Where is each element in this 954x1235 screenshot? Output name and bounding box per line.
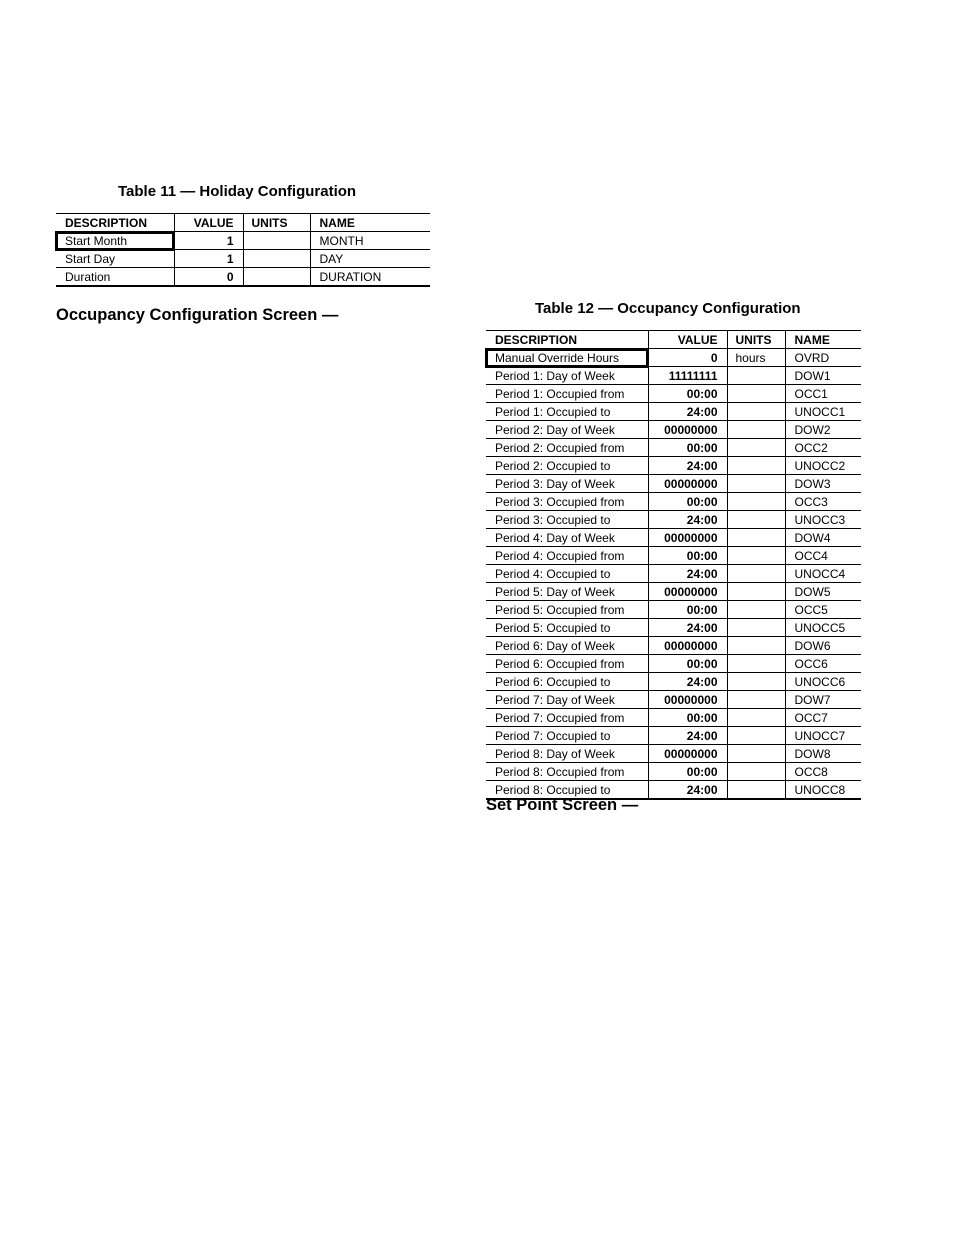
cell-units (727, 601, 785, 619)
cell-value: 00000000 (648, 745, 727, 763)
table-row (56, 268, 430, 287)
cell-name: OCC5 (785, 601, 861, 619)
cell-value: 00:00 (648, 493, 727, 511)
cell-name: OCC6 (785, 655, 861, 673)
cell-value: 00:00 (648, 763, 727, 781)
cell-description: Period 2: Occupied from (486, 439, 648, 457)
cell-units (727, 493, 785, 511)
cell-description: Period 3: Day of Week (486, 475, 648, 493)
occupancy-table-body (486, 349, 861, 800)
cell-units (727, 709, 785, 727)
cell-name: UNOCC1 (785, 403, 861, 421)
table-row (486, 439, 861, 457)
cell-name: DOW8 (785, 745, 861, 763)
table-row (486, 637, 861, 655)
cell-name: UNOCC3 (785, 511, 861, 529)
set-point-screen-heading: Set Point Screen — (486, 796, 639, 814)
cell-name: OVRD (785, 349, 861, 367)
column-header-name: NAME (310, 214, 430, 232)
cell-name: DOW1 (785, 367, 861, 385)
cell-units (727, 457, 785, 475)
cell-units (727, 637, 785, 655)
cell-value: 24:00 (648, 727, 727, 745)
cell-units: hours (727, 349, 785, 367)
cell-units (243, 232, 310, 250)
table-11-caption: Table 11 — Holiday Configuration (118, 183, 357, 200)
cell-value: 00:00 (648, 547, 727, 565)
cell-units (727, 745, 785, 763)
cell-description: Period 8: Occupied from (486, 763, 648, 781)
table-row (486, 475, 861, 493)
cell-description: Period 2: Occupied to (486, 457, 648, 475)
cell-name: OCC3 (785, 493, 861, 511)
cell-value: 00:00 (648, 709, 727, 727)
cell-units (727, 511, 785, 529)
cell-description: Period 3: Occupied to (486, 511, 648, 529)
cell-description: Period 4: Day of Week (486, 529, 648, 547)
cell-name: OCC7 (785, 709, 861, 727)
cell-description: Period 7: Occupied from (486, 709, 648, 727)
cell-units (727, 583, 785, 601)
table-row (486, 745, 861, 763)
cell-units (727, 439, 785, 457)
cell-description: Period 5: Occupied to (486, 619, 648, 637)
cell-value: 24:00 (648, 511, 727, 529)
cell-description: Period 1: Day of Week (486, 367, 648, 385)
cell-value: 00000000 (648, 583, 727, 601)
cell-units (727, 367, 785, 385)
table-row (56, 250, 430, 268)
cell-units (727, 385, 785, 403)
cell-units (727, 475, 785, 493)
cell-value: 00:00 (648, 601, 727, 619)
column-header-description: DESCRIPTION (56, 214, 174, 232)
table-row (486, 655, 861, 673)
cell-name: OCC2 (785, 439, 861, 457)
cell-value: 11111111 (648, 367, 727, 385)
cell-value: 1 (174, 232, 243, 250)
table-row (56, 232, 430, 250)
cell-value: 24:00 (648, 781, 727, 800)
cell-description: Start Day (56, 250, 174, 268)
cell-name: OCC1 (785, 385, 861, 403)
table-row (486, 385, 861, 403)
cell-description: Period 6: Occupied from (486, 655, 648, 673)
cell-value: 24:00 (648, 565, 727, 583)
cell-name: DOW2 (785, 421, 861, 439)
table-row (486, 619, 861, 637)
cell-description: Period 3: Occupied from (486, 493, 648, 511)
cell-name: UNOCC5 (785, 619, 861, 637)
cell-name: MONTH (310, 232, 430, 250)
cell-description: Period 5: Occupied from (486, 601, 648, 619)
cell-value: 24:00 (648, 457, 727, 475)
column-header-units: UNITS (727, 331, 785, 349)
table-row (486, 763, 861, 781)
cell-value: 0 (648, 349, 727, 367)
holiday-configuration-table (56, 213, 430, 287)
cell-name: DOW3 (785, 475, 861, 493)
cell-name: DOW5 (785, 583, 861, 601)
cell-description: Duration (56, 268, 174, 287)
cell-description: Period 2: Day of Week (486, 421, 648, 439)
cell-description: Period 8: Occupied to (486, 781, 648, 800)
cell-value: 0 (174, 268, 243, 287)
table-row (486, 601, 861, 619)
cell-name: DOW7 (785, 691, 861, 709)
cell-value: 00:00 (648, 655, 727, 673)
cell-units (727, 403, 785, 421)
cell-name: OCC8 (785, 763, 861, 781)
column-header-name: NAME (785, 331, 861, 349)
table-row (486, 565, 861, 583)
cell-value: 00000000 (648, 529, 727, 547)
cell-description: Period 7: Occupied to (486, 727, 648, 745)
cell-name: UNOCC8 (785, 781, 861, 800)
cell-value: 00000000 (648, 421, 727, 439)
cell-units (727, 655, 785, 673)
cell-description: Period 1: Occupied from (486, 385, 648, 403)
cell-units (727, 691, 785, 709)
table-header-row (56, 214, 430, 232)
cell-name: DOW6 (785, 637, 861, 655)
table-row (486, 673, 861, 691)
cell-name: UNOCC2 (785, 457, 861, 475)
cell-value: 00:00 (648, 439, 727, 457)
cell-units (727, 781, 785, 800)
cell-units (727, 565, 785, 583)
column-header-value: VALUE (174, 214, 243, 232)
cell-description: Manual Override Hours (486, 349, 648, 367)
cell-description: Period 4: Occupied from (486, 547, 648, 565)
cell-units (243, 250, 310, 268)
cell-name: DURATION (310, 268, 430, 287)
cell-name: UNOCC6 (785, 673, 861, 691)
holiday-table-body (56, 232, 430, 287)
cell-value: 24:00 (648, 673, 727, 691)
table-header-row (486, 331, 861, 349)
table-row (486, 529, 861, 547)
cell-units (243, 268, 310, 287)
cell-description: Period 1: Occupied to (486, 403, 648, 421)
cell-description: Period 5: Day of Week (486, 583, 648, 601)
cell-description: Period 7: Day of Week (486, 691, 648, 709)
table-row (486, 727, 861, 745)
column-header-description: DESCRIPTION (486, 331, 648, 349)
table-row (486, 493, 861, 511)
cell-value: 00000000 (648, 691, 727, 709)
cell-description: Start Month (56, 232, 174, 250)
table-row (486, 709, 861, 727)
table-row (486, 403, 861, 421)
cell-value: 24:00 (648, 619, 727, 637)
cell-name: DOW4 (785, 529, 861, 547)
column-header-value: VALUE (648, 331, 727, 349)
cell-name: DAY (310, 250, 430, 268)
column-header-units: UNITS (243, 214, 310, 232)
cell-units (727, 547, 785, 565)
cell-units (727, 421, 785, 439)
table-row (486, 349, 861, 367)
cell-value: 24:00 (648, 403, 727, 421)
cell-name: UNOCC7 (785, 727, 861, 745)
table-row (486, 547, 861, 565)
cell-description: Period 8: Day of Week (486, 745, 648, 763)
cell-units (727, 619, 785, 637)
occupancy-configuration-table (486, 330, 861, 800)
table-12-caption: Table 12 — Occupancy Configuration (535, 300, 801, 317)
cell-name: OCC4 (785, 547, 861, 565)
cell-value: 00:00 (648, 385, 727, 403)
table-row (486, 691, 861, 709)
cell-description: Period 6: Occupied to (486, 673, 648, 691)
cell-units (727, 763, 785, 781)
cell-value: 00000000 (648, 475, 727, 493)
table-row (486, 583, 861, 601)
cell-description: Period 6: Day of Week (486, 637, 648, 655)
cell-units (727, 727, 785, 745)
table-row (486, 421, 861, 439)
table-row (486, 457, 861, 475)
cell-value: 1 (174, 250, 243, 268)
table-row (486, 511, 861, 529)
cell-name: UNOCC4 (785, 565, 861, 583)
cell-units (727, 529, 785, 547)
table-row (486, 367, 861, 385)
cell-description: Period 4: Occupied to (486, 565, 648, 583)
cell-units (727, 673, 785, 691)
occupancy-configuration-screen-heading: Occupancy Configuration Screen — (56, 306, 339, 324)
cell-value: 00000000 (648, 637, 727, 655)
